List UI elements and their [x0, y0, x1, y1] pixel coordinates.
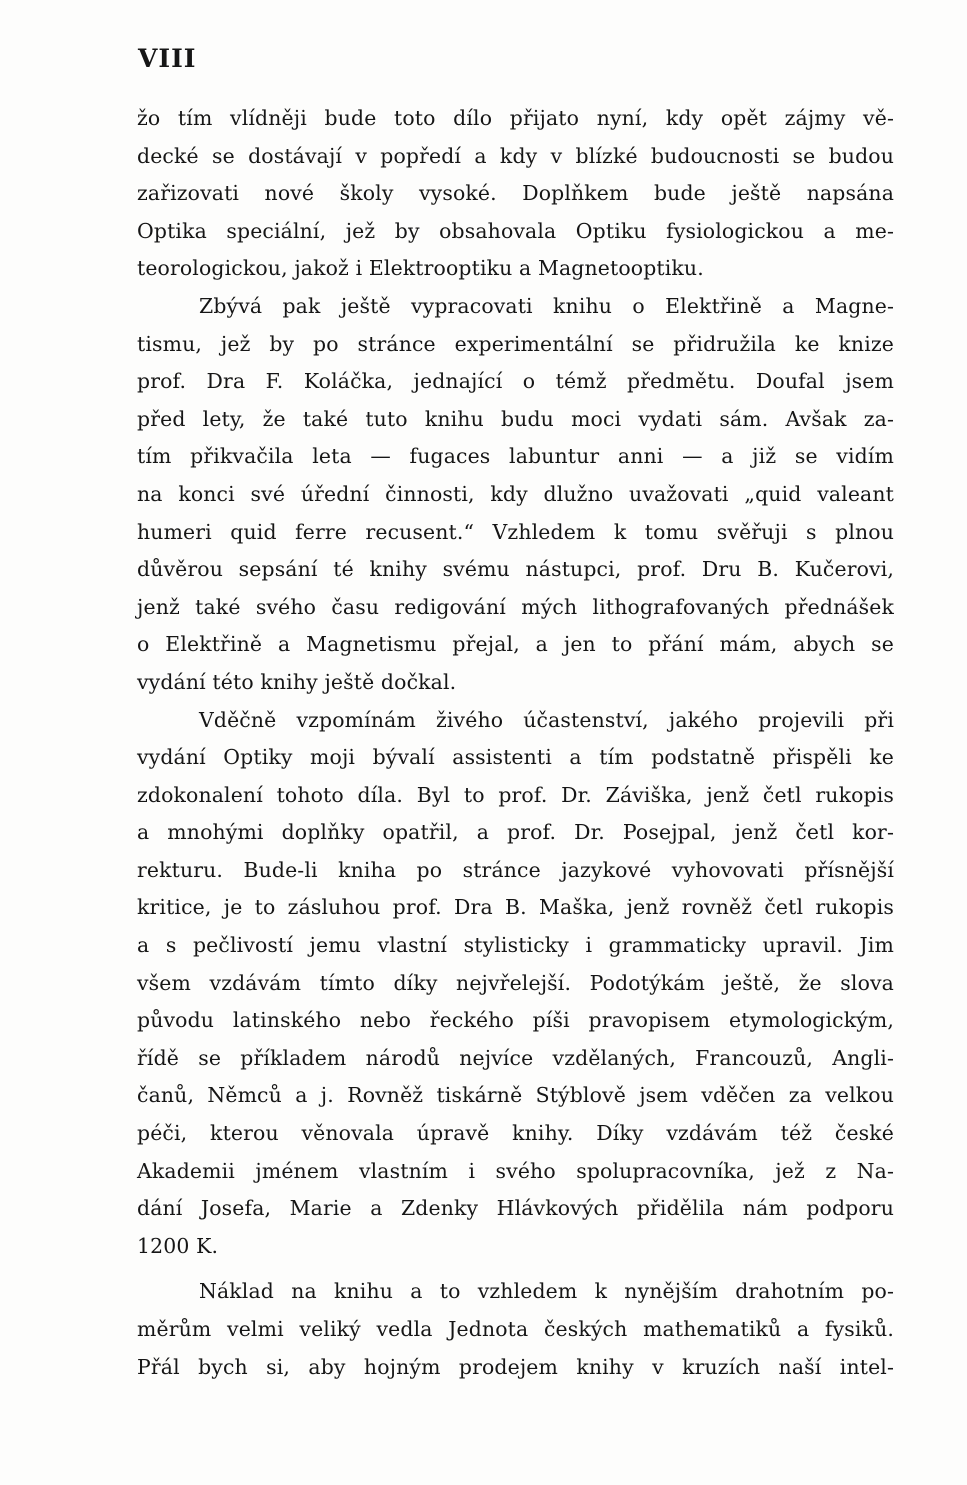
text-line: Optika speciální, jež by obsahovala Optiku fysiologickou a me- [137, 218, 894, 243]
text-line: čanů, Němců a j. Rovněž tiskárně Stýblově jsem vděčen za velkou [137, 1083, 894, 1108]
text-line: řídě se příkladem národů nejvíce vzdělaných, Francouzů, Angli- [137, 1045, 894, 1070]
text-line: prof. Dra F. Koláčka, jednající o témž předmětu. Doufal jsem [137, 369, 894, 394]
paragraph-gap [137, 1265, 894, 1273]
text-line: rekturu. Bude-li kniha po stránce jazykové vyhovovati přísnější [137, 857, 894, 882]
text-line: před lety, že také tuto knihu budu moci vydati sám. Avšak za- [137, 406, 894, 431]
text-line: Přál bych si, aby hojným prodejem knihy v kruzích naší intel- [137, 1354, 894, 1379]
text-line: všem vzdávám tímto díky nejvřelejší. Podotýkám ještě, že slova [137, 970, 894, 995]
text-line: tím přikvačila leta — fugaces labuntur anni — a již se vidím [137, 444, 894, 469]
text-line: Náklad na knihu a to vzhledem k nynějším drahotním po- [199, 1279, 894, 1304]
text-line: Zbývá pak ještě vypracovati knihu o Elektřině a Magne- [199, 293, 894, 318]
text-line: měrům velmi veliký vedla Jednota českých mathematiků a fysiků. [137, 1317, 894, 1341]
text-line: decké se dostávají v popředí a kdy v blízké budoucnosti se budou [137, 143, 894, 168]
text-line: na konci své úřední činnosti, kdy dlužno uvažovati „quid valeant [137, 481, 894, 506]
paragraph-2 [137, 288, 894, 702]
text-line: a mnohými doplňky opatřil, a prof. Dr. Posejpal, jenž četl kor- [137, 820, 894, 845]
page-number: VIII [138, 44, 197, 73]
text-line: zdokonalení tohoto díla. Byl to prof. Dr. Záviška, jenž četl rukopis [137, 782, 894, 807]
text-line: teorologickou, jakož i Elektrooptiku a Magnetooptiku. [137, 256, 704, 281]
text-line: 1200 K. [137, 1233, 219, 1258]
text-line: důvěrou sepsání té knihy svému nástupci, prof. Dru B. Kučerovi, [137, 557, 894, 582]
text-line: humeri quid ferre recusent.“ Vzhledem k tomu svěřuji s plnou [137, 519, 894, 544]
text-line: péči, kterou věnovala úpravě knihy. Díky vzdávám též české [137, 1121, 894, 1146]
text-line: Akademii jménem vlastním i svého spolupracovníka, jež z Na- [137, 1158, 894, 1183]
text-line: původu latinského nebo řeckého píši pravopisem etymologickým, [137, 1008, 894, 1033]
text-line: žo tím vlídněji bude toto dílo přijato nyní, kdy opět zájmy vě- [137, 106, 894, 130]
text-line: zařizovati nové školy vysoké. Doplňkem bude ještě napsána [137, 181, 894, 206]
paragraph-1 [137, 100, 894, 288]
text-line: a s pečlivostí jemu vlastní stylisticky i grammaticky upravil. Jim [137, 933, 894, 958]
text-line: kritice, je to zásluhou prof. Dra B. Maška, jenž rovněž četl rukopis [137, 895, 894, 920]
text-line: vydání Optiky moji bývalí assistenti a tím podstatně přispěli ke [137, 745, 894, 770]
paragraph-4 [137, 1273, 894, 1386]
page-text [137, 100, 894, 1386]
text-line: dání Josefa, Marie a Zdenky Hlávkových přidělila nám podporu [137, 1196, 894, 1221]
text-line: Vděčně vzpomínám živého účastenství, jakého projevili při [199, 707, 894, 732]
paragraph-3 [137, 702, 894, 1266]
text-line: tismu, jež by po stránce experimentální se přidružila ke knize [137, 331, 894, 356]
text-line: o Elektřině a Magnetismu přejal, a jen to přání mám, abych se [137, 632, 894, 657]
text-line: jenž také svého času redigování mých lithografovaných přednášek [137, 594, 894, 619]
text-line: vydání této knihy ještě dočkal. [137, 669, 457, 694]
